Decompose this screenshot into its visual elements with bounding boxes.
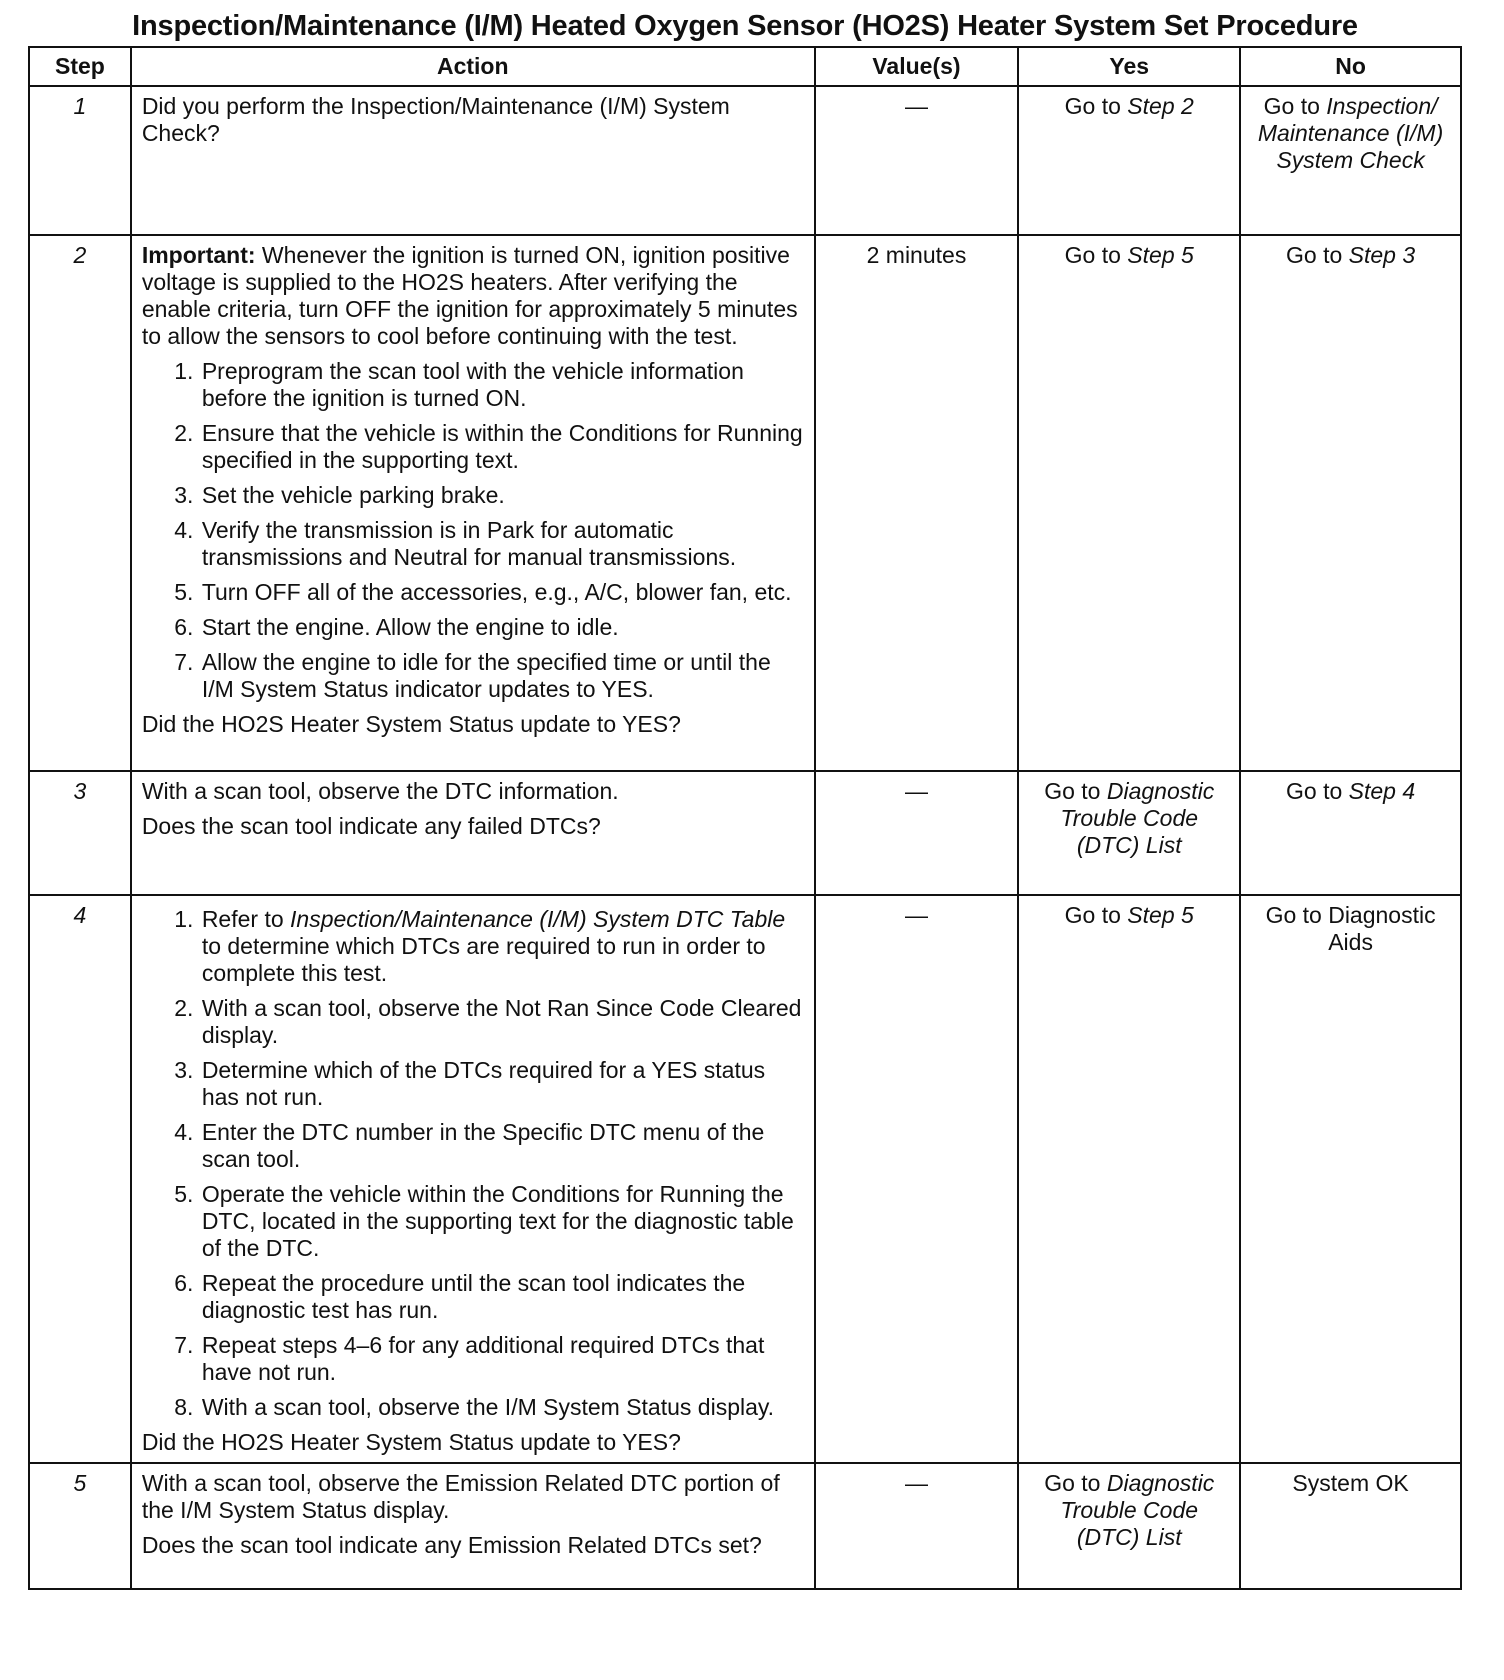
- list-item: 8. With a scan tool, observe the I/M System Status display.: [200, 1394, 804, 1421]
- action-intro: With a scan tool, observe the DTC information.: [141, 778, 619, 804]
- yes-link[interactable]: Diagnostic Trouble Code (DTC) List: [1060, 778, 1215, 858]
- header-row: [29, 47, 1461, 86]
- list-item: 6. Repeat the procedure until the scan tool indicates the diagnostic test has run.: [200, 1270, 804, 1324]
- no-prefix: Go to: [1286, 778, 1349, 804]
- list-item: 1. Preprogram the scan tool with the vehicle information before the ignition is turned ON.: [200, 358, 804, 412]
- important-text: Whenever the ignition is turned ON, ignition positive voltage is supplied to the HO2S heaters. After verifying the enable criteria, turn OFF the ignition for approximately 5 minutes to allow the sensors to cool before continuing with the test.: [141, 242, 798, 349]
- value-cell: —: [815, 895, 1019, 1463]
- action-question: Does the scan tool indicate any failed DTCs?: [141, 813, 601, 839]
- table-row: [29, 895, 1461, 1463]
- action-cell: [131, 895, 815, 1463]
- step-number: 2: [29, 235, 131, 771]
- no-link[interactable]: Step 3: [1348, 242, 1416, 268]
- dtc-table-link[interactable]: Inspection/Maintenance (I/M) System DTC Table: [290, 906, 786, 932]
- table-row: [29, 235, 1461, 771]
- no-link[interactable]: Inspection/ Maintenance (I/M) System Check: [1257, 93, 1444, 173]
- action-cell: [131, 86, 815, 235]
- table-row: [29, 1463, 1461, 1589]
- no-text: System OK: [1292, 1470, 1409, 1496]
- yes-cell: [1018, 895, 1240, 1463]
- list-item: 7. Repeat steps 4–6 for any additional required DTCs that have not run.: [200, 1332, 804, 1386]
- value-cell: —: [815, 771, 1019, 895]
- list-item: 3. Set the vehicle parking brake.: [200, 482, 804, 509]
- procedure-list: [142, 358, 804, 703]
- no-cell: [1240, 235, 1461, 771]
- action-question: Does the scan tool indicate any Emission Related DTCs set?: [141, 1532, 762, 1558]
- yes-prefix: Go to: [1064, 93, 1128, 119]
- list-item: 3. Determine which of the DTCs required for a YES status has not run.: [200, 1057, 804, 1111]
- list-item: 7. Allow the engine to idle for the specified time or until the I/M System Status indicator updates to YES.: [200, 649, 804, 703]
- action-intro: With a scan tool, observe the Emission Related DTC portion of the I/M System Status display.: [141, 1470, 780, 1523]
- no-cell: [1240, 895, 1461, 1463]
- important-label: Important:: [141, 242, 256, 268]
- no-prefix: Go to: [1263, 93, 1327, 119]
- yes-cell: [1018, 1463, 1240, 1589]
- column-header-step: Step: [29, 47, 131, 86]
- value-cell: —: [815, 86, 1019, 235]
- action-question: Did you perform the Inspection/Maintenance (I/M) System Check?: [141, 93, 730, 146]
- table-row: [29, 771, 1461, 895]
- action-question: Did the HO2S Heater System Status update to YES?: [141, 1429, 681, 1455]
- no-text[interactable]: Go to Diagnostic Aids: [1265, 902, 1436, 955]
- yes-prefix: Go to: [1044, 778, 1107, 804]
- step-number: 5: [29, 1463, 131, 1589]
- value-cell: 2 minutes: [815, 235, 1019, 771]
- no-cell: [1240, 1463, 1461, 1589]
- yes-link[interactable]: Step 5: [1127, 902, 1194, 928]
- procedure-title: Inspection/Maintenance (I/M) Heated Oxygen Sensor (HO2S) Heater System Set Procedure: [132, 10, 1358, 42]
- action-cell: [131, 771, 815, 895]
- item-suffix: to determine which DTCs are required to run in order to complete this test.: [201, 933, 766, 986]
- action-cell: [131, 1463, 815, 1589]
- list-item: 2. Ensure that the vehicle is within the Conditions for Running specified in the supporting text.: [200, 420, 804, 474]
- yes-prefix: Go to: [1064, 242, 1128, 268]
- yes-link[interactable]: Step 5: [1127, 242, 1194, 268]
- action-cell: [131, 235, 815, 771]
- procedure-table: [28, 46, 1462, 1590]
- yes-prefix: Go to: [1064, 902, 1128, 928]
- no-link[interactable]: Step 4: [1348, 778, 1416, 804]
- column-header-yes: Yes: [1018, 47, 1240, 86]
- column-header-action: Action: [131, 47, 815, 86]
- yes-prefix: Go to: [1044, 1470, 1107, 1496]
- step-number: 3: [29, 771, 131, 895]
- no-prefix: Go to: [1286, 242, 1349, 268]
- procedure-list: [142, 906, 804, 1421]
- yes-cell: [1018, 86, 1240, 235]
- no-cell: [1240, 771, 1461, 895]
- action-question: Did the HO2S Heater System Status update to YES?: [141, 711, 681, 737]
- yes-cell: [1018, 771, 1240, 895]
- list-item: 2. With a scan tool, observe the Not Ran Since Code Cleared display.: [200, 995, 804, 1049]
- list-item: [200, 906, 804, 987]
- no-cell: [1240, 86, 1461, 235]
- step-number: 1: [29, 86, 131, 235]
- step-number: 4: [29, 895, 131, 1463]
- list-item: 6. Start the engine. Allow the engine to idle.: [200, 614, 804, 641]
- list-item: 5. Turn OFF all of the accessories, e.g., A/C, blower fan, etc.: [200, 579, 804, 606]
- list-item: 5. Operate the vehicle within the Conditions for Running the DTC, located in the supporting text for the diagnostic table of the DTC.: [200, 1181, 804, 1262]
- yes-cell: [1018, 235, 1240, 771]
- table-row: [29, 86, 1461, 235]
- list-item: 4. Verify the transmission is in Park for automatic transmissions and Neutral for manual transmissions.: [200, 517, 804, 571]
- value-cell: —: [815, 1463, 1019, 1589]
- column-header-value: Value(s): [815, 47, 1019, 86]
- important-note: [142, 242, 804, 350]
- list-item: 4. Enter the DTC number in the Specific DTC menu of the scan tool.: [200, 1119, 804, 1173]
- yes-link[interactable]: Diagnostic Trouble Code (DTC) List: [1060, 1470, 1215, 1550]
- item-prefix: Refer to: [201, 906, 291, 932]
- yes-link[interactable]: Step 2: [1127, 93, 1194, 119]
- column-header-no: No: [1240, 47, 1461, 86]
